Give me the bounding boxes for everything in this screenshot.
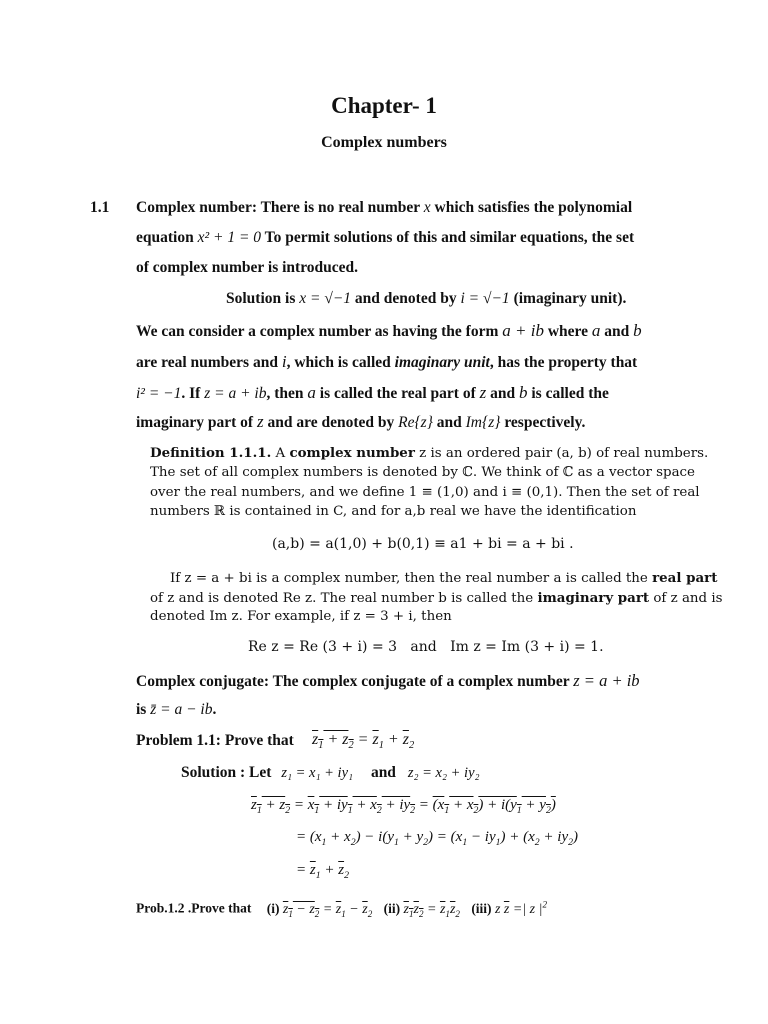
definition-identity-equation: (a,b) = a(1,0) + b(0,1) ≡ a1 + bi = a + bi .: [272, 536, 574, 552]
solution-line: Solution : Let z₁ = x₁ + iy₁ and z₂ = x₂ + iy₂: [181, 764, 480, 781]
problem-1-2-line: Prob.1.2 .Prove that (i) $z_1 - z_2 = \overline{z}_1 - \overline{z}_2$ (ii) $z_1z_2 = \overline{z}_1\overline{z}_2$ (iii) z $\overline{z}$ =| z $|^2$: [136, 899, 547, 919]
definition-line-3: over the real numbers, and we define 1 ≡ (1,0) and i ≡ (0,1). Then the set of real: [150, 485, 700, 500]
section-line-7: i² = −1. If z = a + ib, then a is called the real part of z and b is called the: [136, 383, 609, 402]
problem-1-1-heading: Problem 1.1: Prove that: [136, 732, 294, 749]
definition-example-equation: Re z = Re (3 + i) = 3 and Im z = Im (3 + i) = 1.: [248, 639, 604, 655]
definition-para-line-3: denoted Im z. For example, if z = 3 + i, then: [150, 609, 452, 624]
definition-line-4: numbers ℝ is contained in C, and for a,b real we have the identification: [150, 504, 637, 519]
section-line-4: Solution is x = √−1 and denoted by i = √−1 (imaginary unit).: [226, 290, 627, 307]
solution-step-3: = $\overline{z}_1 + \overline{z}_2$: [296, 862, 349, 881]
chapter-subtitle: Complex numbers: [321, 134, 447, 151]
section-line-8: imaginary part of z and are denoted by Re{z} and Im{z} respectively.: [136, 412, 586, 431]
conjugate-line-2: is z̄ = a − ib.: [136, 701, 217, 718]
solution-step-1: $z_1 + z_2 = x_1 + iy_1 + x_2 + iy_2 = (x_1 + x_2) + i(y_1 + y_2)$: [251, 797, 556, 816]
conjugate-line-1: Complex conjugate: The complex conjugate of a complex number z = a + ib: [136, 671, 640, 690]
section-line-5: We can consider a complex number as having the form a + ib where a and b: [136, 321, 642, 340]
definition-para-line-1: If z = a + bi is a complex number, then the real number a is called the real part: [170, 570, 718, 586]
section-line-3: of complex number is introduced.: [136, 259, 359, 276]
section-number: 1.1: [90, 199, 110, 216]
solution-step-2: = $(x_1 + x_2) - i(y_1 + y_2) = (x_1 - iy_1) + (x_2 + iy_2)$: [296, 829, 578, 848]
section-line-1: Complex number: There is no real number x which satisfies the polynomial: [136, 199, 633, 216]
definition-para-line-2: of z and is denoted Re z. The real number b is called the imaginary part of z and is: [150, 590, 723, 606]
chapter-title: Chapter- 1: [331, 93, 437, 118]
equation-x2-plus-1: x² + 1 = 0: [197, 229, 262, 246]
section-line-6: are real numbers and i, which is called imaginary unit, has the property that: [136, 352, 638, 371]
definition-line-2: The set of all complex numbers is denoted by ℂ. We think of ℂ as a vector space: [150, 465, 695, 480]
section-line-2: equation x² + 1 = 0 To permit solutions of this and similar equations, the set: [136, 229, 635, 246]
problem-1-1-statement: $z_1 + z_2 = \overline{z}_1 + \overline{z}_2$: [312, 731, 415, 752]
definition-line-1: Definition 1.1.1. A complex number z is an ordered pair (a, b) of real numbers.: [150, 445, 709, 461]
